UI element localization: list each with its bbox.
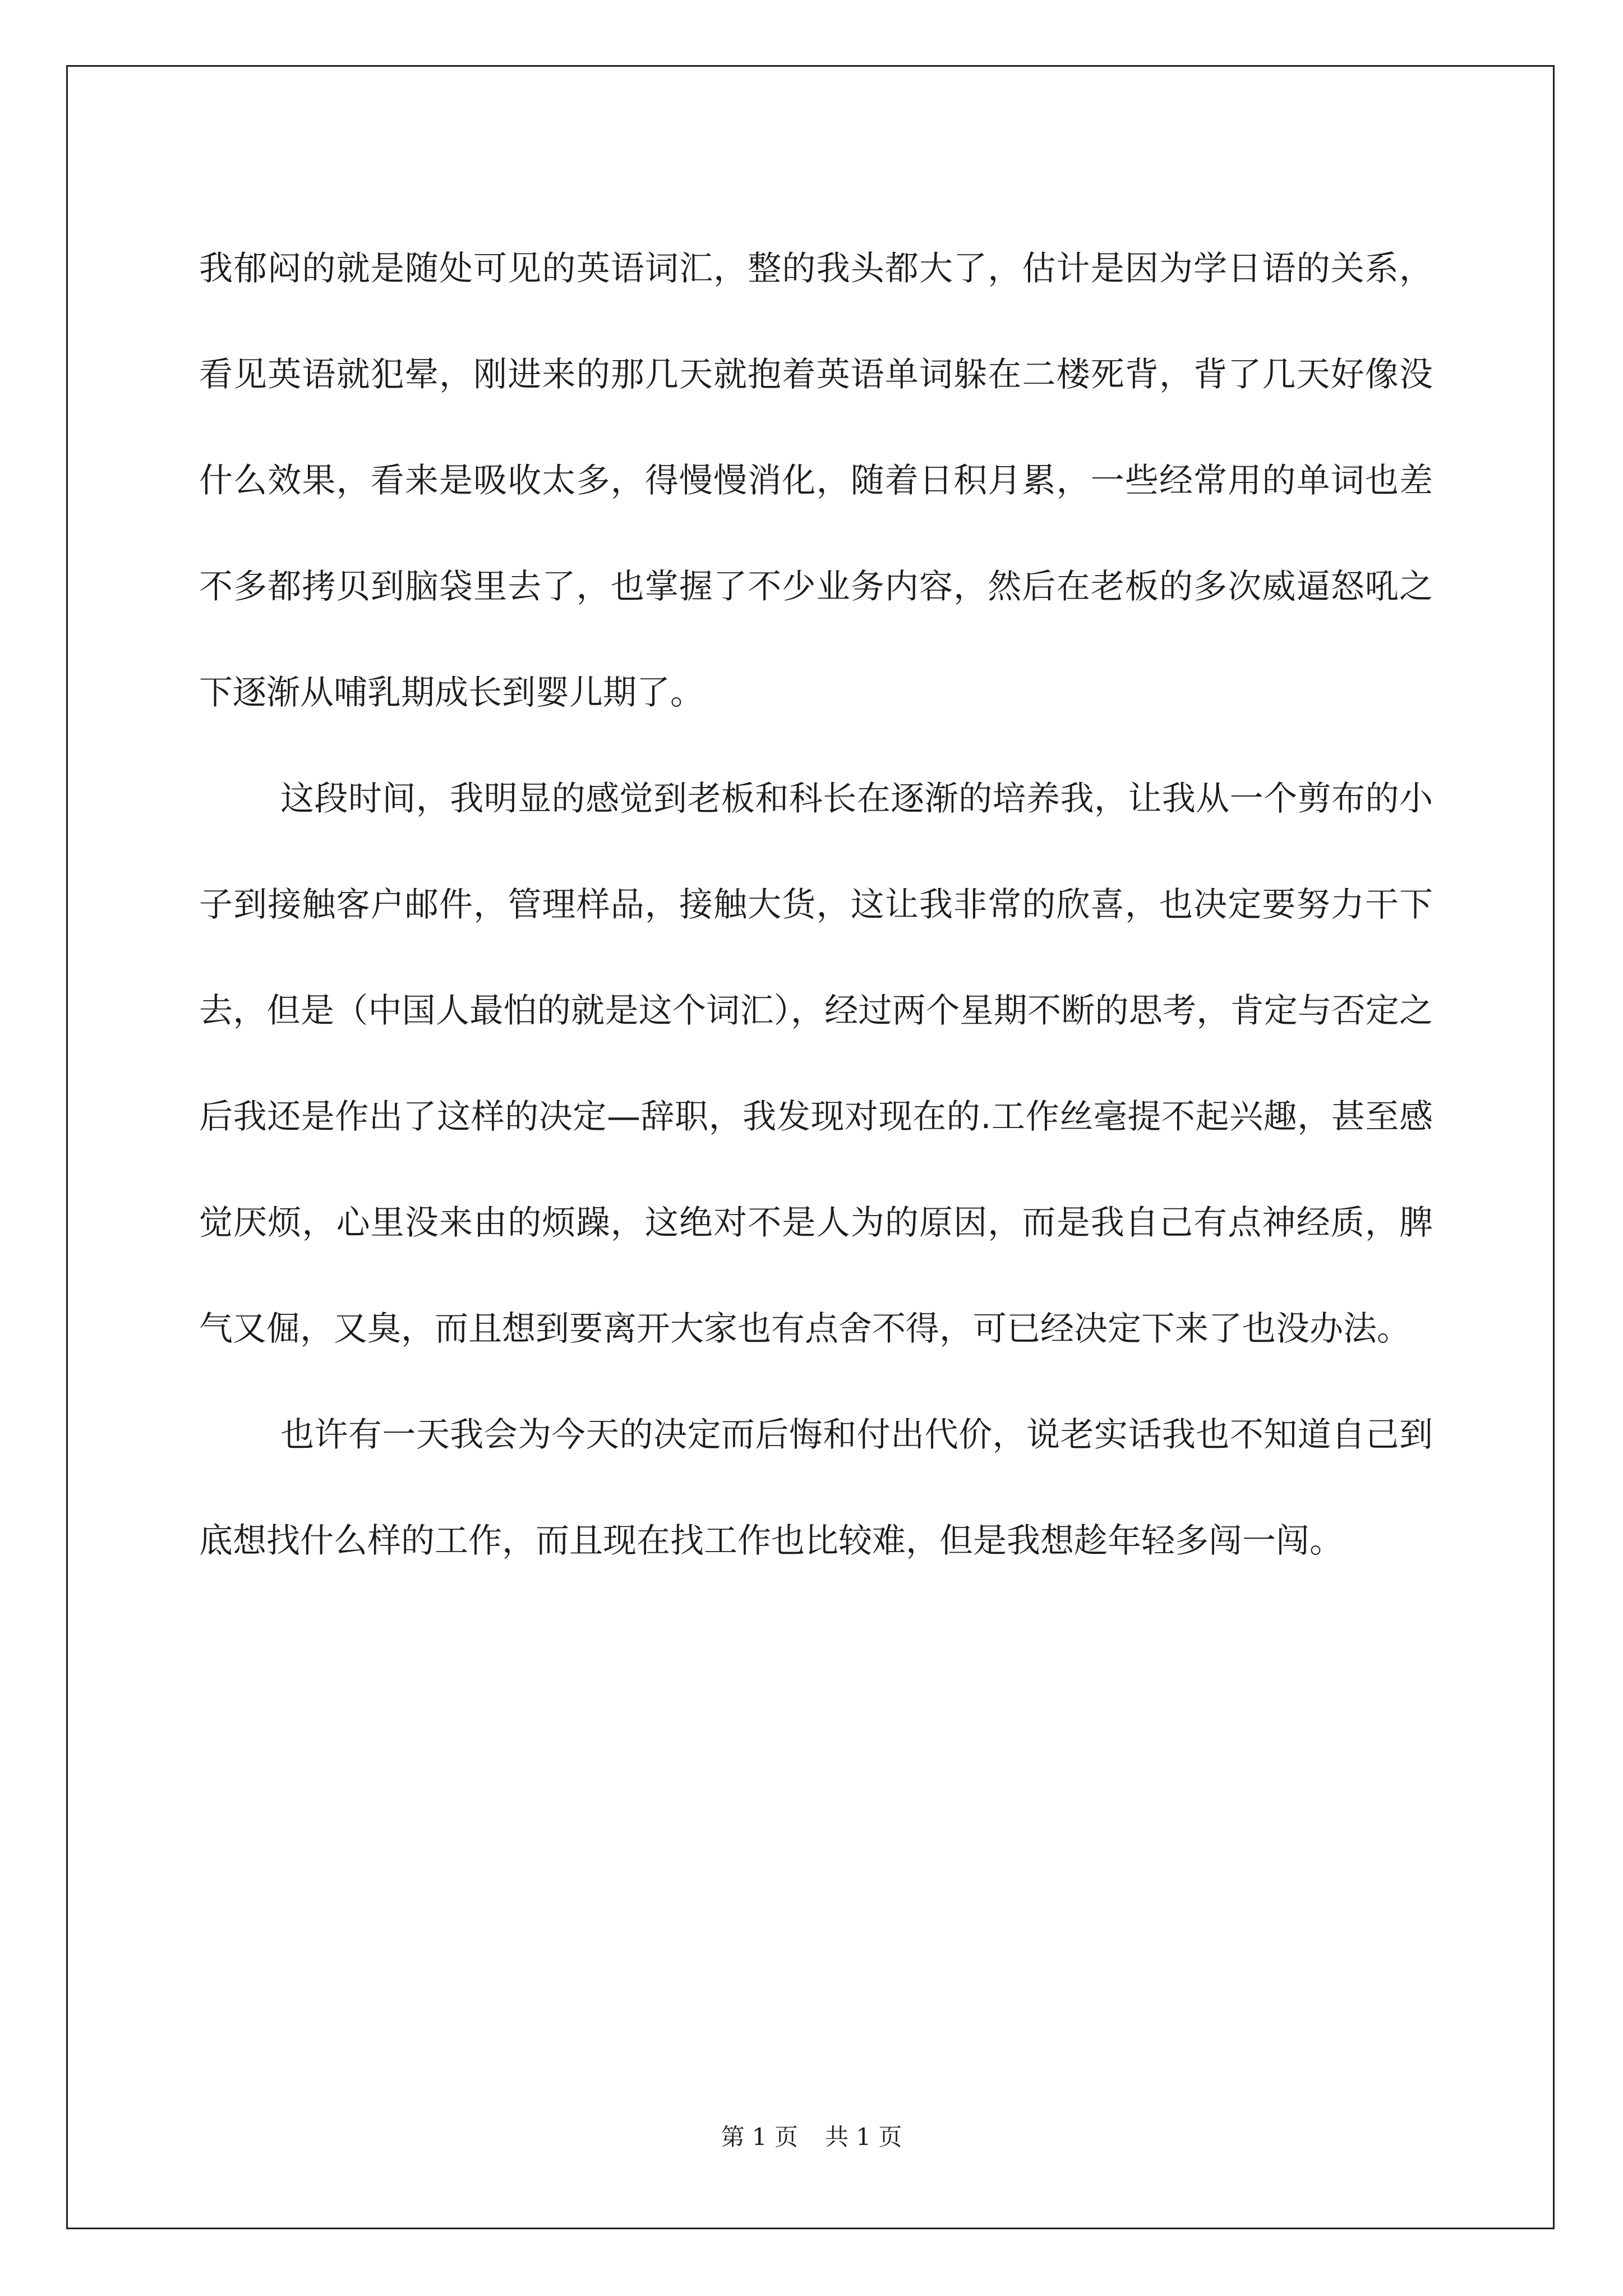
page-number: 第 1 页 [721, 2123, 798, 2151]
document-body [199, 216, 1433, 1594]
paragraph-1: 我郁闷的就是随处可见的英语词汇，整的我头都大了，估计是因为学日语的关系，看见英语就犯晕，刚进来的那几天就抱着英语单词躲在二楼死背，背了几天好像没什么效果，看来是吸收太多，得慢慢消化，随着日积月累，一些经常用的单词也差不多都拷贝到脑袋里去了，也掌握了不少业务内容，然后在老板的多次威逼怒吼之下逐渐从哺乳期成长到婴儿期了。 [199, 249, 1433, 712]
paragraph-3: 也许有一天我会为今天的决定而后悔和付出代价，说老实话我也不知道自己到底想找什么样的工作，而且现在找工作也比较难，但是我想趁年轻多闯一闯。 [199, 1415, 1433, 1561]
page-footer [0, 2120, 1623, 2154]
page-count: 共 1 页 [825, 2123, 902, 2151]
paragraph-2: 这段时间，我明显的感觉到老板和科长在逐渐的培养我，让我从一个剪布的小子到接触客户邮件，管理样品，接触大货，这让我非常的欣喜，也决定要努力干下去，但是（中国人最怕的就是这个词汇），经过两个星期不断的思考，肯定与否定之后我还是作出了这样的决定—辞职，我发现对现在的.工作丝毫提不起兴趣，甚至感觉厌烦，心里没来由的烦躁，这绝对不是人为的原因，而是我自己有点神经质，脾气又倔，又臭，而且想到要离开大家也有点舍不得，可已经决定下来了也没办法。 [199, 779, 1433, 1349]
